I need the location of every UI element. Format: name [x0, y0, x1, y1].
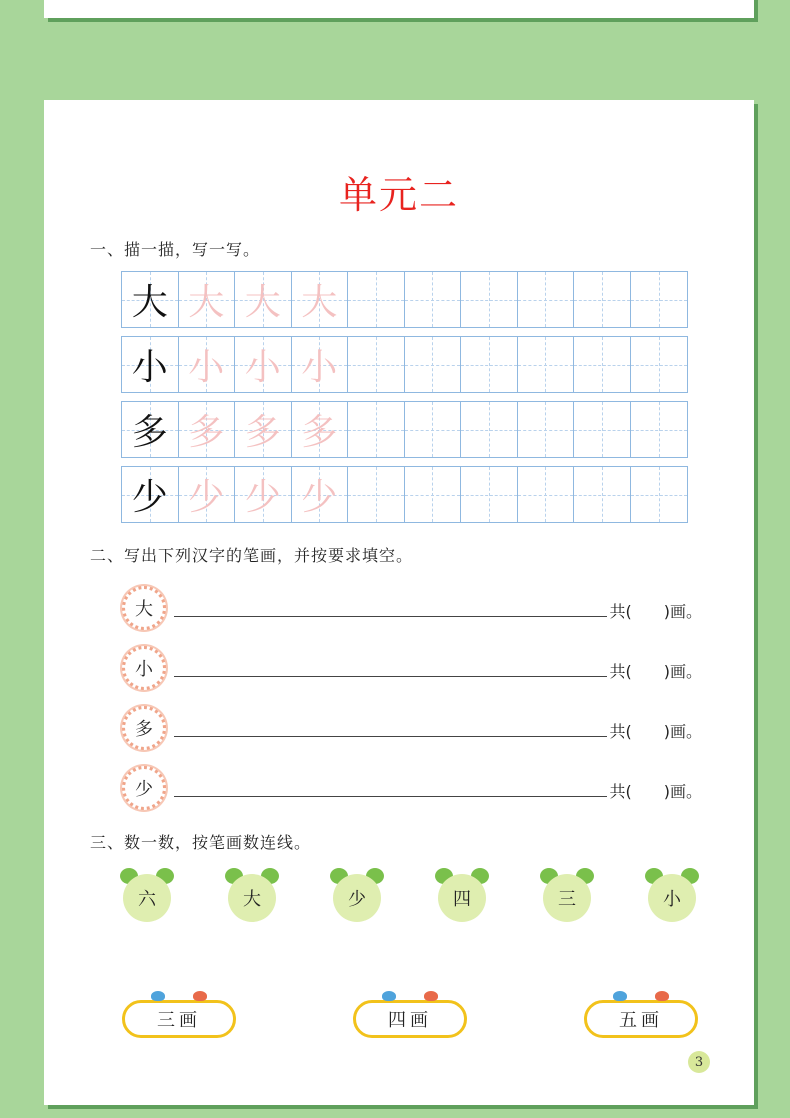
empty-practice-cell[interactable]: [348, 402, 405, 457]
trace-char: 小: [301, 347, 338, 388]
bear-char: 六: [138, 889, 156, 910]
trace-char-cell[interactable]: [292, 402, 349, 457]
stroke-row-char: 少: [135, 779, 153, 800]
section-2-heading: 二、写出下列汉字的笔画，并按要求填空。: [90, 546, 414, 565]
write-line[interactable]: [174, 676, 607, 677]
flower-badge: [122, 766, 166, 810]
stroke-count-label: 四画: [388, 1010, 432, 1031]
empty-practice-cell[interactable]: [631, 402, 688, 457]
model-char: 小: [131, 347, 168, 388]
write-line[interactable]: [174, 736, 607, 737]
trace-char: 少: [301, 477, 338, 518]
stroke-row: [122, 646, 702, 690]
trace-char: 大: [188, 282, 225, 323]
stroke-total-label: 共( )画。: [609, 782, 702, 801]
page-number: 3: [688, 1051, 710, 1073]
model-char: 少: [131, 477, 168, 518]
section-1-heading: 一、描一描，写一写。: [90, 240, 261, 259]
flower-badge: [122, 646, 166, 690]
empty-practice-cell[interactable]: [405, 402, 462, 457]
stroke-row: [122, 706, 702, 750]
empty-practice-cell[interactable]: [574, 467, 631, 522]
empty-practice-cell[interactable]: [518, 402, 575, 457]
trace-char-cell[interactable]: [179, 337, 236, 392]
tracing-grid-row: [121, 401, 688, 458]
trace-char-cell[interactable]: [179, 272, 236, 327]
trace-char-cell[interactable]: [235, 272, 292, 327]
stroke-row: [122, 766, 702, 810]
bear-char: 四: [453, 889, 471, 910]
tracing-grid-row: [121, 466, 688, 523]
trace-char: 少: [244, 477, 281, 518]
empty-practice-cell[interactable]: [348, 467, 405, 522]
trace-char-cell[interactable]: [292, 272, 349, 327]
bird-icon: [607, 991, 675, 1005]
stroke-count-pill[interactable]: [122, 1000, 236, 1038]
model-char: 大: [131, 282, 168, 323]
section-3-heading: 三、数一数，按笔画数连线。: [90, 833, 312, 852]
page-title: 单元二: [338, 173, 459, 217]
empty-practice-cell[interactable]: [461, 402, 518, 457]
trace-char: 少: [188, 477, 225, 518]
trace-char: 大: [244, 282, 281, 323]
trace-char-cell[interactable]: [235, 467, 292, 522]
bear-char-badge[interactable]: [330, 868, 384, 924]
model-char-cell[interactable]: [122, 337, 179, 392]
empty-practice-cell[interactable]: [348, 337, 405, 392]
bear-char-badge[interactable]: [645, 868, 699, 924]
stroke-row: [122, 586, 702, 630]
bear-char: 三: [558, 889, 576, 910]
trace-char-cell[interactable]: [235, 402, 292, 457]
trace-char: 小: [244, 347, 281, 388]
model-char-cell[interactable]: [122, 402, 179, 457]
model-char-cell[interactable]: [122, 467, 179, 522]
empty-practice-cell[interactable]: [405, 467, 462, 522]
stroke-total-label: 共( )画。: [609, 602, 702, 621]
stroke-total-label: 共( )画。: [609, 662, 702, 681]
trace-char-cell[interactable]: [179, 402, 236, 457]
empty-practice-cell[interactable]: [574, 272, 631, 327]
stroke-row-char: 大: [135, 599, 153, 620]
previous-page-edge: [44, 0, 754, 18]
worksheet-page: [44, 100, 754, 1105]
trace-char-cell[interactable]: [292, 467, 349, 522]
stroke-count-pill[interactable]: [353, 1000, 467, 1038]
empty-practice-cell[interactable]: [574, 337, 631, 392]
empty-practice-cell[interactable]: [461, 272, 518, 327]
trace-char: 多: [188, 412, 225, 453]
stroke-count-label: 五画: [619, 1010, 663, 1031]
bear-char-badge[interactable]: [540, 868, 594, 924]
empty-practice-cell[interactable]: [518, 467, 575, 522]
trace-char-cell[interactable]: [235, 337, 292, 392]
flower-badge: [122, 706, 166, 750]
model-char: 多: [131, 412, 168, 453]
empty-practice-cell[interactable]: [518, 337, 575, 392]
tracing-grid-row: [121, 336, 688, 393]
stroke-count-pill[interactable]: [584, 1000, 698, 1038]
write-line[interactable]: [174, 796, 607, 797]
empty-practice-cell[interactable]: [405, 337, 462, 392]
stroke-row-char: 多: [135, 719, 153, 740]
bear-char-badge[interactable]: [435, 868, 489, 924]
tracing-grid-row: [121, 271, 688, 328]
empty-practice-cell[interactable]: [518, 272, 575, 327]
trace-char: 多: [244, 412, 281, 453]
bear-char: 少: [348, 889, 366, 910]
write-line[interactable]: [174, 616, 607, 617]
empty-practice-cell[interactable]: [631, 467, 688, 522]
trace-char-cell[interactable]: [292, 337, 349, 392]
bear-char-badge[interactable]: [120, 868, 174, 924]
trace-char: 大: [301, 282, 338, 323]
trace-char: 多: [301, 412, 338, 453]
stroke-count-label: 三画: [157, 1010, 201, 1031]
flower-badge: [122, 586, 166, 630]
bird-icon: [376, 991, 444, 1005]
bear-char: 大: [243, 889, 261, 910]
trace-char: 小: [188, 347, 225, 388]
empty-practice-cell[interactable]: [461, 467, 518, 522]
bear-char-badge[interactable]: [225, 868, 279, 924]
bird-icon: [145, 991, 213, 1005]
empty-practice-cell[interactable]: [631, 272, 688, 327]
empty-practice-cell[interactable]: [574, 402, 631, 457]
model-char-cell[interactable]: [122, 272, 179, 327]
stroke-total-label: 共( )画。: [609, 722, 702, 741]
empty-practice-cell[interactable]: [405, 272, 462, 327]
empty-practice-cell[interactable]: [348, 272, 405, 327]
trace-char-cell[interactable]: [179, 467, 236, 522]
bear-char: 小: [663, 889, 681, 910]
stroke-row-char: 小: [135, 659, 153, 680]
empty-practice-cell[interactable]: [631, 337, 688, 392]
empty-practice-cell[interactable]: [461, 337, 518, 392]
